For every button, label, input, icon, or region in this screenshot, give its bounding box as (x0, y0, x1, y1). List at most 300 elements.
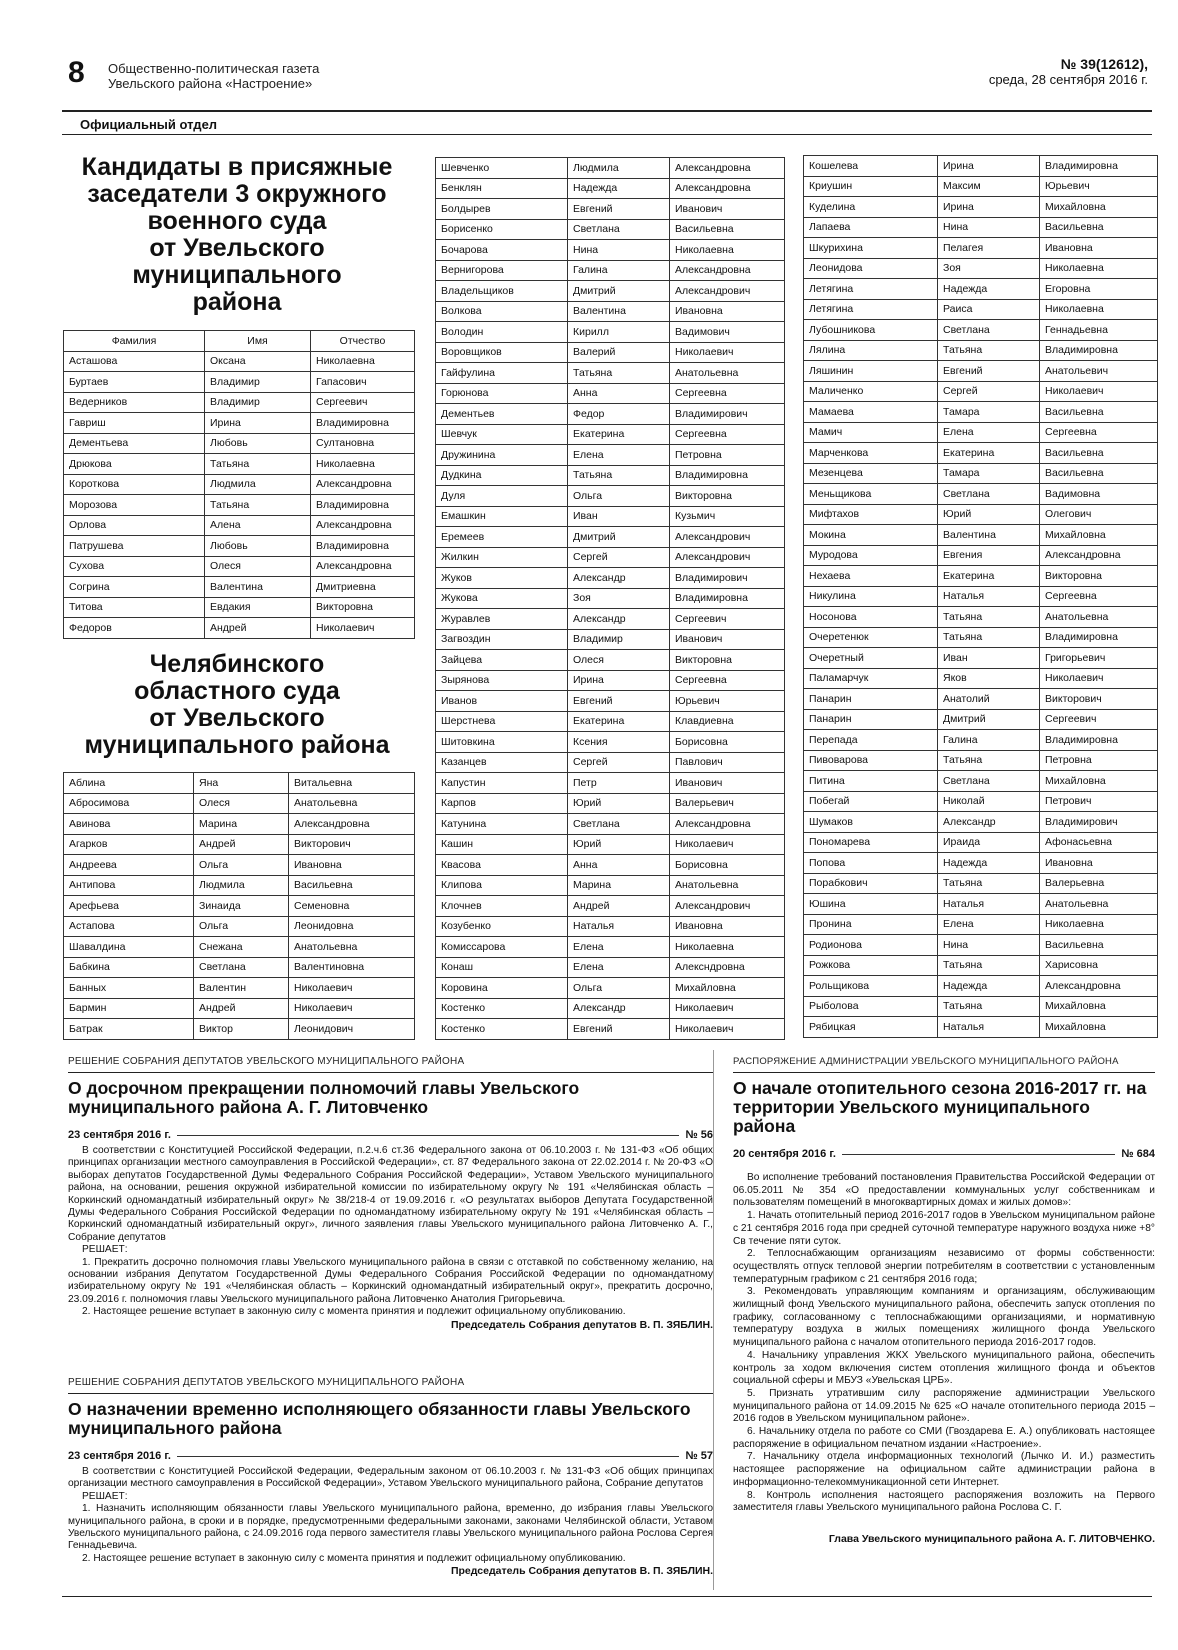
decision-date: 23 сентября 2016 г. (68, 1129, 171, 1141)
surname-cell: Пивоварова (804, 750, 938, 771)
patronymic-cell: Сергеевна (1040, 422, 1158, 443)
table-row (64, 495, 415, 516)
decision-56 (68, 1056, 713, 1331)
table-row (804, 894, 1158, 915)
table-row (64, 937, 415, 958)
patronymic-cell: Владимировна (1040, 340, 1158, 361)
table-row (436, 855, 785, 876)
surname-cell: Квасова (436, 855, 568, 876)
name-cell: Зоя (938, 258, 1040, 279)
surname-cell: Дружинина (436, 445, 568, 466)
surname-cell: Панарин (804, 689, 938, 710)
patronymic-cell: Юрьевич (1040, 176, 1158, 197)
patronymic-cell: Владимирович (670, 404, 785, 425)
patronymic-cell: Васильевна (1040, 463, 1158, 484)
decision-paragraph: 1. Прекратить досрочно полномочия главы Увельского муниципального района в связи с отставкой по собственному желанию, на основании избрания Депутатом Государственной Думы Федерального Собрания Российской Федерации по одномандатному избирательному округу № 191 «Челябинская область – Коркинский одномандатный избирательный округ», прекратить досрочно, 23.09.2016 г. полномочия главы Увельского муниципального района Литовченко Анатолия Григорьевича. (68, 1256, 713, 1305)
name-cell: Раиса (938, 299, 1040, 320)
column-divider (713, 1050, 714, 1590)
surname-cell: Шевченко (436, 158, 568, 179)
name-cell: Татьяна (568, 465, 670, 486)
candidates-table-regional-3 (803, 155, 1158, 1038)
patronymic-cell: Николаевич (289, 998, 415, 1019)
patronymic-cell: Николаевна (1040, 258, 1158, 279)
decision-paragraph: 1. Назначить исполняющим обязанности главы Увельского муниципального района, временно, до избрания главы Увельского муниципального района, в сроки и в порядке, предусмотренными федеральными законами, законами Челябинской области, Уставом Увельского муниципального района, с 24.09.2016 года первого заместителя главы Увельского муниципального района Рослова Сергея Геннадьевича. (68, 1503, 713, 1552)
name-cell: Светлана (194, 957, 289, 978)
name-cell: Елена (568, 445, 670, 466)
kicker-rule (733, 1072, 1155, 1073)
name-cell: Евгений (568, 1019, 670, 1040)
decision-kicker: РЕШЕНИЕ СОБРАНИЯ ДЕПУТАТОВ УВЕЛЬСКОГО МУНИЦИПАЛЬНОГО РАЙОНА (68, 1056, 465, 1067)
dateline-rule (177, 1456, 680, 1457)
patronymic-cell: Васильевна (1040, 217, 1158, 238)
order-title: О начале отопительного сезона 2016-2017 гг. на территории Увельского муниципального района (733, 1078, 1147, 1136)
patronymic-cell: Валентиновна (289, 957, 415, 978)
name-cell: Валентин (194, 978, 289, 999)
table-row (64, 515, 415, 536)
name-cell: Александр (938, 812, 1040, 833)
table-row (436, 629, 785, 650)
table-row (436, 219, 785, 240)
surname-cell: Вернигорова (436, 260, 568, 281)
surname-cell: Кошелева (804, 156, 938, 177)
surname-cell: Астапова (64, 916, 194, 937)
name-cell: Ольга (194, 916, 289, 937)
surname-cell: Шитовкина (436, 732, 568, 753)
name-cell: Евгений (568, 691, 670, 712)
table-row (64, 536, 415, 557)
name-cell: Сергей (938, 381, 1040, 402)
surname-cell: Зайцева (436, 650, 568, 671)
name-cell: Галина (938, 730, 1040, 751)
table-row (64, 896, 415, 917)
patronymic-cell: Анатольевна (670, 363, 785, 384)
table-row (64, 875, 415, 896)
surname-cell: Дементьева (64, 433, 205, 454)
surname-cell: Бармин (64, 998, 194, 1019)
name-cell: Марина (568, 875, 670, 896)
name-cell: Виктор (194, 1019, 289, 1040)
name-cell: Яков (938, 668, 1040, 689)
heading-line: района (192, 288, 282, 316)
table-row (436, 711, 785, 732)
patronymic-cell: Владимировна (311, 413, 415, 434)
name-cell: Олеся (194, 793, 289, 814)
surname-cell: Дуля (436, 486, 568, 507)
name-cell: Наталья (938, 894, 1040, 915)
table-row (64, 1019, 415, 1040)
surname-cell: Иванов (436, 691, 568, 712)
name-cell: Елена (938, 914, 1040, 935)
patronymic-cell: Викторовна (311, 597, 415, 618)
surname-cell: Перепада (804, 730, 938, 751)
surname-cell: Кашин (436, 834, 568, 855)
patronymic-cell: Юрьевич (670, 691, 785, 712)
surname-cell: Короткова (64, 474, 205, 495)
surname-cell: Катунина (436, 814, 568, 835)
gazette-line-2: Увельского района «Настроение» (108, 76, 313, 91)
name-cell: Иван (938, 648, 1040, 669)
patronymic-cell: Павлович (670, 752, 785, 773)
patronymic-cell: Григорьевич (1040, 648, 1158, 669)
surname-cell: Клипова (436, 875, 568, 896)
surname-cell: Бабкина (64, 957, 194, 978)
table-row (436, 875, 785, 896)
issue-date: среда, 28 сентября 2016 г. (988, 72, 1148, 87)
table-row (436, 465, 785, 486)
header-rule (62, 110, 1152, 112)
table-row (804, 422, 1158, 443)
order-dateline (733, 1148, 1155, 1160)
heading-line: муниципального (132, 261, 342, 289)
name-cell: Владимир (568, 629, 670, 650)
name-cell: Сергей (568, 752, 670, 773)
patronymic-cell: Валерьевна (1040, 873, 1158, 894)
table-row (436, 691, 785, 712)
table-row (804, 484, 1158, 505)
patronymic-cell: Анатольевич (1040, 361, 1158, 382)
surname-cell: Порабкович (804, 873, 938, 894)
surname-cell: Костенко (436, 1019, 568, 1040)
table-row (804, 443, 1158, 464)
section-rule (62, 134, 1152, 135)
table-row (436, 916, 785, 937)
name-cell: Татьяна (938, 607, 1040, 628)
surname-cell: Жуков (436, 568, 568, 589)
surname-cell: Владельщиков (436, 281, 568, 302)
table-row (64, 773, 415, 794)
table-row (436, 240, 785, 261)
patronymic-cell: Николаевич (311, 618, 415, 639)
patronymic-cell: Семеновна (289, 896, 415, 917)
surname-cell: Зырянова (436, 670, 568, 691)
surname-cell: Носонова (804, 607, 938, 628)
table-row (436, 547, 785, 568)
table-row (436, 527, 785, 548)
issue-info (989, 57, 1148, 87)
table-row (436, 260, 785, 281)
name-cell: Валентина (938, 525, 1040, 546)
table-row (436, 281, 785, 302)
table-row (804, 873, 1158, 894)
kicker-rule (68, 1072, 713, 1073)
table-row (436, 342, 785, 363)
decision-dateline (68, 1129, 713, 1141)
decision-paragraph: 2. Настоящее решение вступает в законную силу с момента принятия и подлежит официальному опубликованию. (82, 1552, 626, 1564)
table-row (436, 732, 785, 753)
surname-cell: Мамич (804, 422, 938, 443)
name-cell: Светлана (938, 771, 1040, 792)
surname-cell: Титова (64, 597, 205, 618)
patronymic-cell: Харисовна (1040, 955, 1158, 976)
surname-cell: Юшина (804, 894, 938, 915)
table-row (64, 392, 415, 413)
patronymic-cell: Сергеевна (670, 383, 785, 404)
table-row (804, 750, 1158, 771)
name-cell: Владимир (205, 392, 311, 413)
table-row (436, 445, 785, 466)
name-cell: Валентина (205, 577, 311, 598)
name-cell: Евгений (568, 199, 670, 220)
name-cell: Анна (568, 855, 670, 876)
patronymic-cell: Александрович (670, 527, 785, 548)
table-row (436, 814, 785, 835)
surname-cell: Летягина (804, 299, 938, 320)
surname-cell: Еремеев (436, 527, 568, 548)
name-cell: Надежда (938, 853, 1040, 874)
surname-cell: Дудкина (436, 465, 568, 486)
table-row (436, 424, 785, 445)
table-row (804, 361, 1158, 382)
surname-cell: Марченкова (804, 443, 938, 464)
surname-cell: Рожкова (804, 955, 938, 976)
table-row (436, 670, 785, 691)
name-cell: Валерий (568, 342, 670, 363)
patronymic-cell: Александрович (670, 896, 785, 917)
name-cell: Нина (938, 217, 1040, 238)
surname-cell: Нехаева (804, 566, 938, 587)
name-cell: Андрей (194, 998, 289, 1019)
patronymic-cell: Сергеевич (670, 609, 785, 630)
table-row (436, 199, 785, 220)
patronymic-cell: Петрович (1040, 791, 1158, 812)
decision-signature: Председатель Собрания депутатов В. П. ЗЯБЛИН. (450, 1318, 713, 1331)
surname-cell: Володин (436, 322, 568, 343)
patronymic-cell: Петровна (1040, 750, 1158, 771)
heading-line: областного суда (134, 677, 340, 705)
name-cell: Татьяна (938, 750, 1040, 771)
table-row (64, 474, 415, 495)
table-row (436, 363, 785, 384)
heading-line: от Увельского (149, 234, 325, 262)
candidates-table-regional-1 (63, 772, 415, 1040)
table-row (804, 504, 1158, 525)
order-number: № 684 (1121, 1148, 1155, 1160)
name-cell: Дмитрий (938, 709, 1040, 730)
surname-cell: Орлова (64, 515, 205, 536)
name-cell: Татьяна (938, 873, 1040, 894)
patronymic-cell: Ивановна (289, 855, 415, 876)
patronymic-cell: Александровна (311, 474, 415, 495)
name-cell: Иван (568, 506, 670, 527)
name-cell: Людмила (205, 474, 311, 495)
table-row (804, 832, 1158, 853)
surname-cell: Шевчук (436, 424, 568, 445)
surname-cell: Мифтахов (804, 504, 938, 525)
patronymic-cell: Михайловна (1040, 1017, 1158, 1038)
decision-date: 23 сентября 2016 г. (68, 1450, 171, 1462)
name-cell: Анна (568, 383, 670, 404)
patronymic-cell: Афонасьевна (1040, 832, 1158, 853)
patronymic-cell: Васильевна (1040, 935, 1158, 956)
patronymic-cell: Сергеевич (1040, 709, 1158, 730)
surname-cell: Маличенко (804, 381, 938, 402)
name-cell: Нина (938, 935, 1040, 956)
surname-cell: Мамаева (804, 402, 938, 423)
patronymic-cell: Александровна (1040, 976, 1158, 997)
table-row (804, 976, 1158, 997)
table-row (804, 340, 1158, 361)
table-row (804, 607, 1158, 628)
table-row (804, 463, 1158, 484)
name-cell: Людмила (568, 158, 670, 179)
surname-cell: Агарков (64, 834, 194, 855)
patronymic-cell: Геннадьевна (1040, 320, 1158, 341)
surname-cell: Гайфулина (436, 363, 568, 384)
patronymic-cell: Иванович (670, 199, 785, 220)
name-cell: Андрей (568, 896, 670, 917)
name-cell: Елена (938, 422, 1040, 443)
table-row (64, 372, 415, 393)
page-number: 8 (68, 56, 85, 89)
surname-cell: Шумаков (804, 812, 938, 833)
surname-cell: Родионова (804, 935, 938, 956)
name-cell: Юрий (568, 793, 670, 814)
patronymic-cell: Леонидовна (289, 916, 415, 937)
name-cell: Любовь (205, 536, 311, 557)
heading-line: военного суда (147, 207, 327, 235)
surname-cell: Жилкин (436, 547, 568, 568)
surname-cell: Рыболова (804, 996, 938, 1017)
decision-57 (68, 1377, 713, 1577)
patronymic-cell: Викторович (289, 834, 415, 855)
name-cell: Андрей (205, 618, 311, 639)
table-row (436, 383, 785, 404)
name-cell: Екатерина (938, 443, 1040, 464)
name-cell: Надежда (938, 976, 1040, 997)
candidates-table-regional-2 (435, 157, 785, 1040)
table-row (436, 301, 785, 322)
surname-cell: Летягина (804, 279, 938, 300)
name-cell: Александр (568, 568, 670, 589)
decision-paragraph: РЕШАЕТ: (82, 1490, 128, 1502)
name-cell: Снежана (194, 937, 289, 958)
surname-cell: Капустин (436, 773, 568, 794)
name-cell: Татьяна (205, 454, 311, 475)
order-paragraph: 7. Начальнику отдела информационных технологий (Лычко И. И.) разместить настоящее распоряжение на официальном сайте администрации района в информационно-телекоммуникационной сети Интернет. (733, 1451, 1155, 1488)
patronymic-cell: Сергеевна (1040, 586, 1158, 607)
patronymic-cell: Васильевна (670, 219, 785, 240)
order-signature: Глава Увельского муниципального района А. Г. ЛИТОВЧЕНКО. (828, 1532, 1155, 1545)
col-patronymic: Отчество (311, 331, 415, 352)
surname-cell: Куделина (804, 197, 938, 218)
patronymic-cell: Сергеевич (311, 392, 415, 413)
order-paragraph: 3. Рекомендовать управляющим компаниям и организациям, обслуживающим жилищный фонд Увельского муниципального района, обеспечить запуск отопления по графику, согласованному с теплоснабжающими организациями, и нормативную температуру воздуха в жилых помещениях жилищного фонда Увельского муниципального района с началом отопительного периода 2016-2017 годов. (733, 1286, 1155, 1349)
table-row (804, 914, 1158, 935)
name-cell: Алена (205, 515, 311, 536)
order-paragraph: 5. Признать утратившим силу распоряжение администрации Увельского муниципального района от 14.09.2015 № 625 «О начале отопительного периода 2015 – 2016 годов в Увельском муниципальном районе». (733, 1387, 1155, 1425)
name-cell: Яна (194, 773, 289, 794)
patronymic-cell: Владимировна (1040, 730, 1158, 751)
heading-line: заседатели 3 окружного (87, 180, 387, 208)
surname-cell: Карпов (436, 793, 568, 814)
name-cell: Ирина (938, 156, 1040, 177)
patronymic-cell: Александрович (670, 281, 785, 302)
table-row (436, 404, 785, 425)
name-cell: Дмитрий (568, 527, 670, 548)
patronymic-cell: Николаевич (670, 1019, 785, 1040)
decision-body (68, 1145, 713, 1319)
patronymic-cell: Сергеевна (670, 424, 785, 445)
table-row (804, 627, 1158, 648)
surname-cell: Шкурихина (804, 238, 938, 259)
name-cell: Татьяна (938, 955, 1040, 976)
table-row (64, 413, 415, 434)
name-cell: Евгения (938, 545, 1040, 566)
patronymic-cell: Анатольевна (1040, 607, 1158, 628)
table-row (804, 771, 1158, 792)
table-row (804, 935, 1158, 956)
decision-kicker: РЕШЕНИЕ СОБРАНИЯ ДЕПУТАТОВ УВЕЛЬСКОГО МУНИЦИПАЛЬНОГО РАЙОНА (68, 1377, 465, 1388)
surname-cell: Рольщикова (804, 976, 938, 997)
table-row (64, 793, 415, 814)
patronymic-cell: Николаевна (1040, 914, 1158, 935)
patronymic-cell: Николаевич (670, 342, 785, 363)
surname-cell: Лубошникова (804, 320, 938, 341)
table-row (436, 568, 785, 589)
table-row (436, 650, 785, 671)
patronymic-cell: Викторович (1040, 689, 1158, 710)
name-cell: Ираида (938, 832, 1040, 853)
surname-cell: Жукова (436, 588, 568, 609)
decision-title: О назначении временно исполняющего обязанности главы Увельского муниципального района (68, 1399, 691, 1438)
surname-cell: Никулина (804, 586, 938, 607)
patronymic-cell: Клавдиевна (670, 711, 785, 732)
table-row (64, 556, 415, 577)
dateline-rule (842, 1154, 1115, 1155)
surname-cell: Морозова (64, 495, 205, 516)
patronymic-cell: Ивановна (670, 916, 785, 937)
surname-cell: Банных (64, 978, 194, 999)
patronymic-cell: Михайловна (670, 978, 785, 999)
heading-line: от Увельского (149, 704, 325, 732)
surname-cell: Криушин (804, 176, 938, 197)
heading-line: Челябинского (149, 650, 325, 678)
surname-cell: Шерстнева (436, 711, 568, 732)
table-row (804, 853, 1158, 874)
patronymic-cell: Михайловна (1040, 996, 1158, 1017)
table-row (436, 896, 785, 917)
order-paragraph: 1. Начать отопительный период 2016-2017 годов в Увельском муниципальном районе с 21 сентября 2016 года при средней суточной температуре наружного воздуха ниже +8° Св течение пяти суток. (733, 1210, 1156, 1247)
issue-number: № 39(12612), (1060, 56, 1148, 72)
table-row (64, 957, 415, 978)
table-row (804, 217, 1158, 238)
patronymic-cell: Сергеевна (670, 670, 785, 691)
patronymic-cell: Борисовна (670, 732, 785, 753)
order-paragraph: 4. Начальнику управления ЖКХ Увельского муниципального района, обеспечить контроль за ходом включения систем отопления жилищного фонда и объектов социальной сферы и МБУЗ «Увельская ЦРБ». (733, 1349, 1155, 1387)
name-cell: Татьяна (938, 627, 1040, 648)
table-header-row (64, 331, 415, 352)
name-cell: Зинаида (194, 896, 289, 917)
surname-cell: Журавлев (436, 609, 568, 630)
table-row (64, 998, 415, 1019)
patronymic-cell: Викторовна (1040, 566, 1158, 587)
surname-cell: Согрина (64, 577, 205, 598)
decision-body (68, 1466, 713, 1565)
name-cell: Юрий (938, 504, 1040, 525)
name-cell: Сергей (568, 547, 670, 568)
name-cell: Владимир (205, 372, 311, 393)
table-row (436, 773, 785, 794)
patronymic-cell: Анатольевна (1040, 894, 1158, 915)
patronymic-cell: Анатольевна (670, 875, 785, 896)
patronymic-cell: Михайловна (1040, 771, 1158, 792)
name-cell: Нина (568, 240, 670, 261)
name-cell: Максим (938, 176, 1040, 197)
patronymic-cell: Владимировна (311, 536, 415, 557)
name-cell: Надежда (938, 279, 1040, 300)
decision-number: № 56 (685, 1129, 713, 1141)
table-row (436, 178, 785, 199)
